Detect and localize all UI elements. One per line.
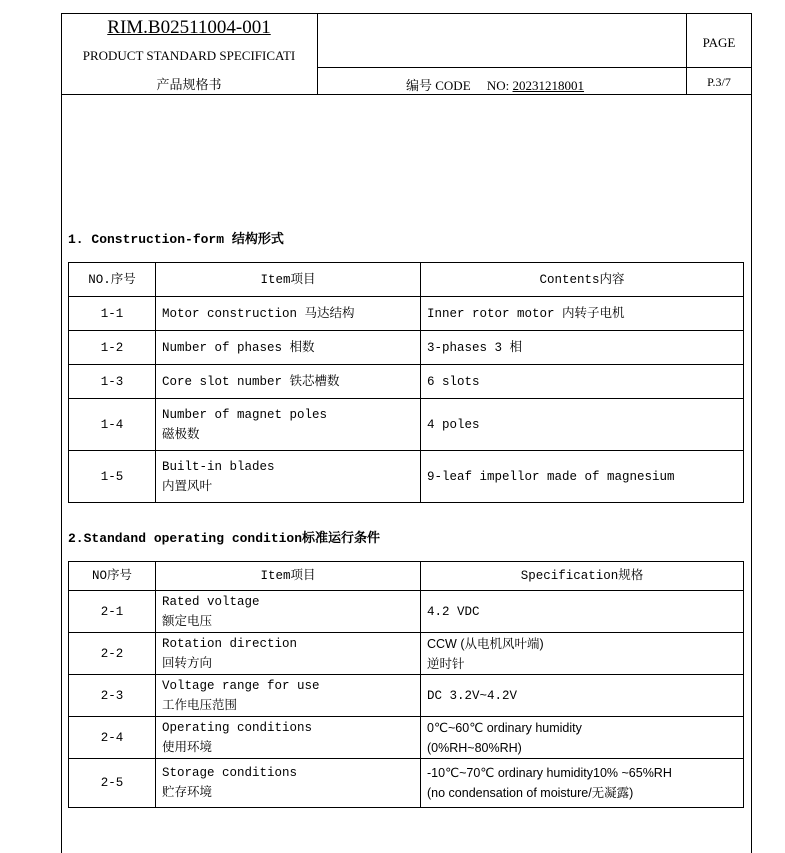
row-content: Inner rotor motor 内转子电机	[421, 297, 744, 331]
row-number: 1-1	[69, 297, 156, 331]
row-item: Core slot number 铁芯槽数	[156, 365, 421, 399]
header-cell: Item项目	[156, 263, 421, 297]
row-item-cn: 回转方向	[162, 656, 213, 671]
row-number: 1-4	[69, 399, 156, 451]
document-title-cn: 产品规格书	[156, 77, 222, 92]
row-content: 9-leaf impellor made of magnesium	[421, 451, 744, 503]
section-title: 2.Standand operating condition标准运行条件	[68, 531, 381, 546]
row-item-en: Operating conditions	[162, 720, 313, 735]
table-row	[69, 591, 744, 633]
section-title: 1. Construction-form 结构形式	[68, 232, 284, 247]
table-row	[69, 717, 744, 759]
header-cell: Specification规格	[421, 562, 744, 591]
row-number: 2-4	[69, 717, 156, 759]
table-row	[69, 365, 744, 399]
row-item	[156, 591, 421, 633]
header-cell: NO.序号	[69, 263, 156, 297]
row-item	[156, 633, 421, 675]
table-row	[69, 633, 744, 675]
row-content: 4 poles	[421, 399, 744, 451]
header-divider	[317, 67, 752, 68]
table-row	[69, 399, 744, 451]
table-row	[69, 759, 744, 808]
row-spec	[421, 759, 744, 808]
row-item-cn: 使用环境	[162, 740, 213, 755]
document-id: RIM.B02511004-001	[107, 17, 271, 38]
row-number: 2-2	[69, 633, 156, 675]
row-item	[156, 675, 421, 717]
row-spec-line: (no condensation of moisture/无凝露)	[427, 786, 634, 800]
row-spec: 4.2 VDC	[421, 591, 744, 633]
row-item-en: Voltage range for use	[162, 678, 320, 693]
row-spec	[421, 633, 744, 675]
row-item-cn: 磁极数	[162, 427, 200, 442]
row-spec-line: 逆时针	[427, 656, 465, 671]
row-item: Motor construction 马达结构	[156, 297, 421, 331]
document-title: PRODUCT STANDARD SPECIFICATI	[82, 48, 296, 63]
row-number: 1-5	[69, 451, 156, 503]
row-item-en: Rotation direction	[162, 636, 298, 651]
row-item	[156, 451, 421, 503]
table-header-row	[69, 263, 744, 297]
document-code	[406, 75, 584, 94]
row-spec-line: -10℃~70℃ ordinary humidity10% ~65%RH	[427, 766, 672, 780]
construction-table	[68, 262, 744, 503]
row-number: 2-3	[69, 675, 156, 717]
row-item	[156, 717, 421, 759]
table-row	[69, 331, 744, 365]
row-number: 1-2	[69, 331, 156, 365]
code-label: 编号 CODE	[406, 78, 471, 93]
row-item-en: Rated voltage	[162, 594, 260, 609]
operating-condition-table	[68, 561, 744, 808]
row-number: 1-3	[69, 365, 156, 399]
row-item: Number of phases 相数	[156, 331, 421, 365]
header-cell: Item项目	[156, 562, 421, 591]
row-item-cn: 额定电压	[162, 614, 213, 629]
row-spec-line: CCW (从电机风叶端)	[427, 636, 544, 651]
row-item-cn: 贮存环境	[162, 786, 213, 800]
row-item-cn: 内置风叶	[162, 479, 213, 494]
header-cell: NO序号	[69, 562, 156, 591]
row-item-en: Built-in blades	[162, 459, 275, 474]
code-value: 20231218001	[512, 78, 585, 93]
code-no-label: NO:	[486, 78, 510, 93]
table-row	[69, 675, 744, 717]
page-number: P.3/7	[707, 75, 731, 89]
page-label: PAGE	[702, 35, 736, 50]
header-bottom-rule	[61, 94, 752, 95]
row-spec: DC 3.2V~4.2V	[421, 675, 744, 717]
row-content: 6 slots	[421, 365, 744, 399]
table-header-row	[69, 562, 744, 591]
row-spec-line: 0℃~60℃ ordinary humidity	[427, 720, 582, 735]
row-item	[156, 759, 421, 808]
row-item	[156, 399, 421, 451]
table-row	[69, 297, 744, 331]
row-spec-line: (0%RH~80%RH)	[427, 740, 522, 755]
header-divider	[317, 13, 318, 94]
row-item-cn: 工作电压范围	[162, 698, 238, 713]
row-number: 2-1	[69, 591, 156, 633]
table-row	[69, 451, 744, 503]
row-number: 2-5	[69, 759, 156, 808]
header-cell: Contents内容	[421, 263, 744, 297]
row-item-en: Storage conditions	[162, 766, 298, 780]
row-spec	[421, 717, 744, 759]
row-content: 3-phases 3 相	[421, 331, 744, 365]
row-item-en: Number of magnet poles	[162, 407, 328, 422]
